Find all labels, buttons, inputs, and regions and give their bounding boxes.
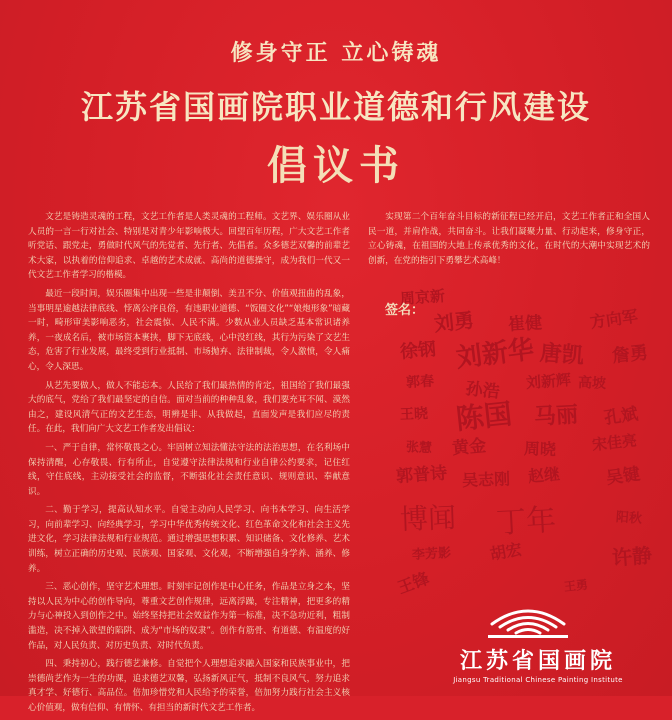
- signature: 孔斌: [602, 404, 640, 429]
- paragraph-point-1: 一、严于自律，常怀敬畏之心。牢固树立知法懂法守法的法治思想，在名利场中保持清醒，心存敬畏、行有所止，自觉遵守法律法规和行业自律公约要求，记住红线，守住底线，主动接受社会的监督，不断强化社会责任意识、规则意识、奉献意识。: [28, 442, 350, 497]
- institute-emblem-icon: [486, 600, 570, 640]
- headline: 江苏省国画院职业道德和行风建设: [80, 88, 591, 126]
- signature: 吴键: [604, 464, 642, 489]
- signature: 唐凯: [538, 340, 585, 370]
- signature: 王晓: [399, 406, 429, 423]
- paragraph-problem: 最近一段时间，娱乐圈集中出现一些是非颠倒、美丑不分、价值观扭曲的乱象，当事明星逾越法律底线、悖离公序良俗，有违职业道德、“饭圈文化”“娘炮形象”暗藏一时，畸形审美影响恶劣，社会震惊、人民不满。少数从业人员缺乏基本常识诸养养，一夜成名后，被市场资本裹挟，脚下无底线，心中没红线，其行为污染了文艺生态，危害了行业发展，最终受到行业抵制、市场抛弃、法律制裁，令人激愤，令人痛心，令人深思。: [28, 288, 350, 372]
- signature: 吴志刚: [461, 469, 511, 490]
- signature: 刘新华: [454, 334, 536, 374]
- signature: 王勇: [563, 577, 589, 594]
- signature: 詹勇: [611, 342, 650, 367]
- proposal-body-left: [28, 210, 350, 720]
- signature: 徐钢: [399, 338, 437, 363]
- signature: 崔健: [507, 313, 543, 335]
- signature: 郭普诗: [395, 463, 448, 487]
- paragraph-point-4: 四、秉持初心，践行德艺兼修。自觉把个人理想追求融入国家和民族事业中，把崇德尚艺作为一生的功课，追求德艺双馨，弘扬新风正气，抵制不良风气，努力追求真才学、好德行、高品位。倍加珍惜党和人民给予的荣誉，倍加努力践行社会主义核心价值观，做有信仰、有情怀、有担当的新时代文艺工作者。: [28, 659, 350, 713]
- paragraph-point-3: 三、恶心创作，坚守艺术理想。时刻牢记创作是中心任务，作品是立身之本，坚持以人民为中心的创作导向，尊重文艺创作规律，远离浮躁，专注精神，把更多的精力与心神投入到创作之中。始终坚持把社会效益作为第一标准，决不急功近利，粗制滥造，决不掉入欲望的陷阱、成为“市场的奴隶”。创作有筋骨、有道德、有温度的好作品，对人民负责、对历史负责、对时代负责。: [28, 582, 350, 651]
- signature: 丁年: [495, 502, 558, 541]
- signature: 周京新: [399, 286, 446, 308]
- signature: 李芳影: [411, 545, 452, 563]
- institute-name-english: Jiangsu Traditional Chinese Painting Institute: [453, 676, 623, 684]
- signature: 赵继: [527, 464, 561, 486]
- signature: 黄金: [451, 436, 487, 459]
- institute-logo: [418, 600, 658, 696]
- signature: 刘新辉: [525, 370, 572, 392]
- signature: 胡宏: [488, 539, 524, 564]
- signature: 马丽: [533, 401, 579, 430]
- signature: 许静: [611, 543, 653, 570]
- signature: 宋佳亮: [591, 431, 638, 454]
- signature: 阳秋: [615, 510, 643, 527]
- paragraph-closing: 实现第二个百年奋斗目标的新征程已经开启，文艺工作者正和全国人民一道，并肩作战，共同奋斗。让我们凝聚力量、行动起来，修身守正，立心铸魂，在祖国的大地上传承优秀的文化，在时代的大潮中实现艺术的创新，在党的指引下勇攀艺术高峰！: [368, 212, 650, 266]
- signature: 郭春: [405, 373, 435, 391]
- signature: 周晓: [523, 439, 557, 460]
- signature: 陈国: [454, 397, 514, 436]
- signature: 王锋: [395, 568, 432, 598]
- signature: 博闻: [399, 501, 457, 536]
- signature: 高坡: [577, 375, 607, 392]
- signature: 方向军: [588, 306, 640, 332]
- slogan: 修身守正 立心铸魂: [230, 41, 442, 66]
- signature: 张慧: [405, 440, 433, 457]
- institute-name: 江苏省国画院: [459, 648, 616, 674]
- document-title: 倡议书: [267, 142, 405, 189]
- paragraph-call: 从艺先要做人，做人不能忘本。人民给了我们最热情的肯定，祖国给了我们最强大的底气，党给了我们最坚定的自信。面对当前的种种乱象，我们要充耳不闻、漠然由之，建设风清气正的文艺生态，明辨是非、从我做起，直面发声是我们应尽的责任。在此，我们向广大文艺工作者发出倡议：: [28, 380, 350, 435]
- proposal-body-right: [368, 210, 650, 268]
- paragraph-point-2: 二、勤于学习，提高认知水平。自觉主动向人民学习、向书本学习、向生活学习，向前辈学习、向经典学习，学习中华优秀传统文化、红色革命文化和社会主义先进文化，学习法律法规和行业规范。通过增强思想积累、知识储备、文化修养、艺术训练，树立正确的历史观、民族观、国家观、文化观，不断增强自身学养、涵养、修养。: [28, 505, 350, 574]
- paragraph-intro: 文艺是铸造灵魂的工程，文艺工作者是人类灵魂的工程师。文艺界、娱乐圈从业人员的一言一行对社会、特别是对青少年影响极大。回望百年历程，广大文艺工作者听党话、跟党走，勇做时代风气的先觉者、先行者、先倡者。众多德艺双馨的前辈艺术大家，以执着的信仰追求、卓越的艺术成就、高尚的道德操守，成为我们一代又一代文艺工作者学习的楷模。: [28, 212, 350, 281]
- signature-label: 签名：: [385, 303, 425, 318]
- signature: 刘勇: [432, 307, 476, 336]
- signature-area: [378, 280, 672, 612]
- signature: 孙浩: [464, 379, 501, 403]
